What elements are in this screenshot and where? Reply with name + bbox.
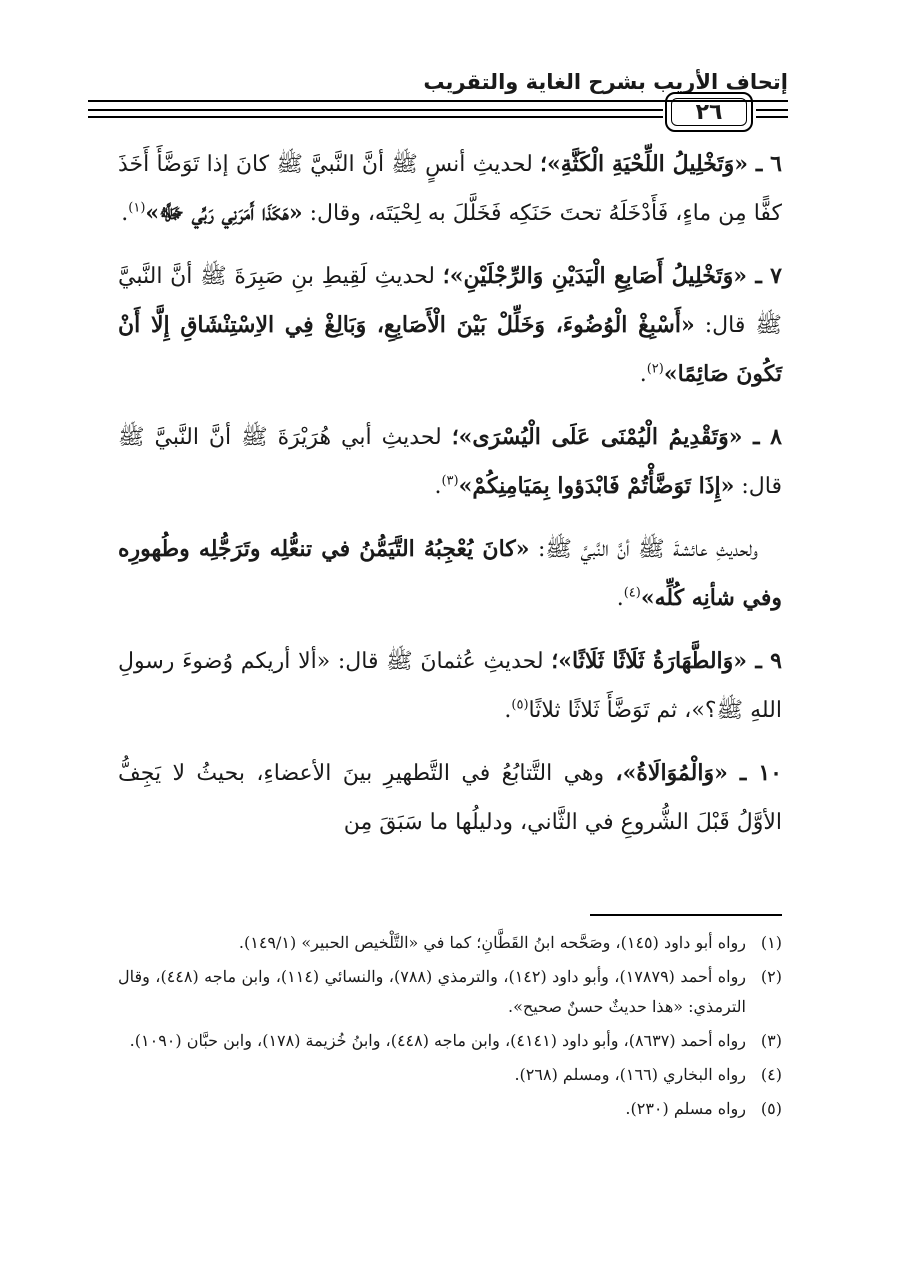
footnote-ref: (١) <box>128 200 146 216</box>
footnote-text: رواه أحمد (٨٦٣٧)، وأبو داود (٤١٤١)، وابن ماجه (٤٤٨)، وابنُ خُزيمة (١٧٨)، وابن حبَّان (١٠٩٠). <box>129 1031 746 1050</box>
footnote-text: رواه أبو داود (١٤٥)، وصَحَّحه ابنُ القَطَّانِ؛ كما في «التَّلْخيص الحبير» (١٤٩/١). <box>238 933 746 952</box>
footnote-number: (١) <box>760 933 782 952</box>
footnote-text: رواه مسلم (٢٣٠). <box>625 1099 746 1118</box>
footnote-number: (٥) <box>760 1099 782 1118</box>
paragraph-body: لحديثِ أنسٍ ﷺ أنَّ النَّبيَّ ﷺ كانَ إذا تَوَضَّأَ أَخَذَ كفًّا مِن ماءٍ، فَأَدْخَلَهُ تحتَ حَنَكِه فَخَلَّلَ به لِحْيَتَه، وقال: <box>118 152 782 226</box>
paragraph-lead: ٧ ـ «وَتَخْلِيلُ أَصَابِعِ الْيَدَيْنِ وَالرِّجْلَيْنِ»؛ <box>442 263 782 289</box>
footnote <box>118 962 782 1022</box>
footnote-number: (٤) <box>760 1065 782 1084</box>
paragraph-8b <box>118 525 782 623</box>
paragraph-end: . <box>616 586 624 611</box>
footnote-ref: (٣) <box>441 473 459 489</box>
running-title: إتحاف الأريب بشرح الغاية والتقريب <box>423 70 788 94</box>
footnote <box>118 1060 782 1090</box>
paragraph-9 <box>118 637 782 735</box>
footnote <box>118 1094 782 1124</box>
paragraph-body: لحديثِ لَقِيطِ بنِ صَبِرَةَ ﷺ أنَّ النَّبيَّ ﷺ قال: <box>118 264 783 338</box>
paragraph-end: . <box>434 474 442 499</box>
paragraph-quote: «أَسْبِغْ الْوُضُوءَ، وَخَلِّلْ بَيْنَ الْأَصَابِعِ، وَبَالِغْ فِي الاِسْتِنْشَاقِ إِلَّا أَنْ تَكُونَ صَائِمًا» <box>118 312 782 387</box>
footnote-text: رواه أحمد (١٧٨٧٩)، وأبو داود (١٤٢)، والترمذي (٧٨٨)، والنسائي (١١٤)، وابن ماجه (٤٤٨)، وقال الترمذي: «هذا حديثٌ حسنٌ صحيح». <box>118 967 747 1016</box>
paragraph-body: وهي التَّتابُعُ في التَّطهيرِ بينَ الأعضاءِ، بحيثُ لا يَجِفُّ الأوَّلُ قَبْلَ الشُّروعِ في الثَّاني، ودليلُها ما سَبَقَ مِن <box>118 761 782 835</box>
paragraph-end: . <box>121 201 129 226</box>
header-double-rule-right <box>756 109 788 118</box>
paragraph-lead: ٦ ـ «وَتَخْلِيلُ اللِّحْيَةِ الْكَثَّةِ»؛ <box>540 151 782 177</box>
main-text <box>118 140 782 861</box>
paragraph-quote: «كانَ يُعْجِبُهُ التَّيَمُّنُ في تنعُّلِه وتَرَجُّلِه وطُهورِه وفي شأنِه كُلِّه» <box>118 536 782 611</box>
paragraph-quote: «هَكَذَا أَمَرَنِي رَبِّي ﷻ» <box>145 200 303 226</box>
paragraph-body: ولحديثِ عائشةَ ﷺ أنَّ النَّبيَّ ﷺ: <box>529 537 758 562</box>
paragraph-body: لحديثِ عُثمانَ ﷺ قال: «ألا أريكم وُضوءَ رسولِ اللهِ ﷺ؟»، ثم تَوَضَّأَ ثَلاثًا ثلاثًا <box>118 649 782 723</box>
footnote-separator <box>590 914 782 916</box>
footnote-ref: (٤) <box>623 585 641 601</box>
footnote-ref: (٢) <box>646 361 664 377</box>
header-double-rule-left <box>88 109 663 118</box>
paragraph-lead: ١٠ ـ «وَالْمُوَالَاةُ»، <box>615 760 782 786</box>
footnote-number: (٣) <box>760 1031 782 1050</box>
paragraph-8 <box>118 413 782 511</box>
footnote-number: (٢) <box>760 967 782 986</box>
footnote <box>118 1026 782 1056</box>
page-header <box>88 62 788 132</box>
page-number-frame <box>665 92 753 132</box>
page-number: ٢٦ <box>671 98 747 126</box>
paragraph-lead: ٨ ـ «وَتَقْدِيمُ الْيُمْنَى عَلَى الْيُسْرَى»؛ <box>451 424 782 450</box>
paragraph-body: لحديثِ أبي هُرَيْرَةَ ﷺ أنَّ النَّبيَّ ﷺ قال: <box>118 425 782 499</box>
footnote-ref: (٥) <box>511 697 529 713</box>
footnote <box>118 928 782 958</box>
paragraph-quote: «إِذَا تَوَضَّأْتُمْ فَابْدَؤوا بِمَيَامِنِكُمْ» <box>458 473 735 499</box>
footnotes <box>118 928 782 1128</box>
paragraph-end: . <box>504 698 512 723</box>
paragraph-lead: ٩ ـ «وَالطَّهَارَةُ ثَلَاثًا ثَلَاثًا»؛ <box>551 648 782 674</box>
paragraph-end: . <box>639 362 647 387</box>
paragraph-6 <box>118 140 782 238</box>
paragraph-10 <box>118 749 782 847</box>
paragraph-7 <box>118 252 782 399</box>
footnote-text: رواه البخاري (١٦٦)، ومسلم (٢٦٨). <box>514 1065 746 1084</box>
